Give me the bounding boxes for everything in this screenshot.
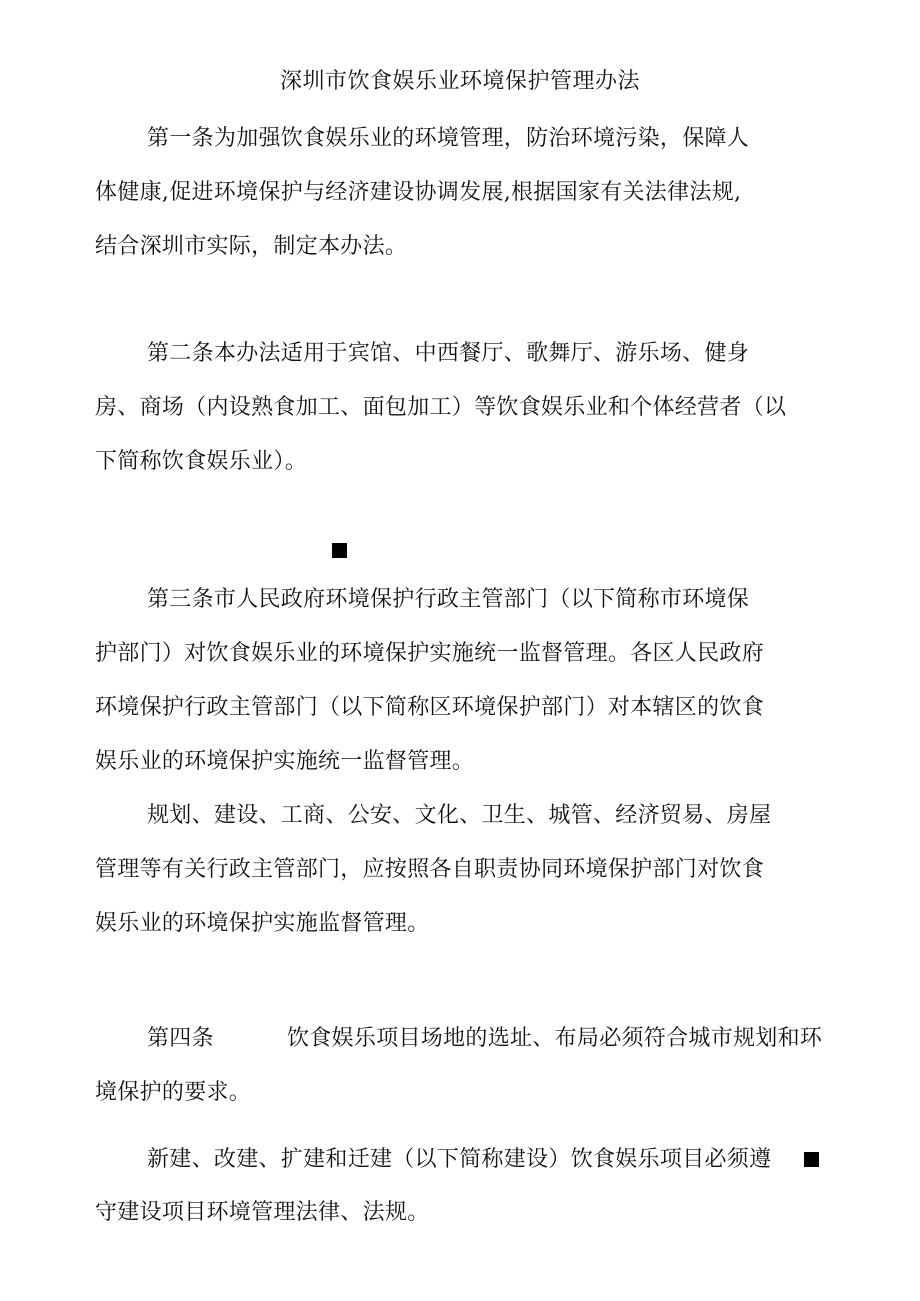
article-2-line-1: 第二条本办法适用于宾馆、中西餐厅、歌舞厅、游乐场、健身 (147, 341, 750, 366)
article-1-line-1: 第一条为加强饮食娱乐业的环境管理，防治环境污染，保障人 (147, 126, 750, 151)
article-3-para-2-line-3: 娱乐业的环境保护实施监督管理。 (95, 911, 430, 936)
article-2-line-2: 房、商场（内设熟食加工、面包加工）等饮食娱乐业和个体经营者（以 (95, 395, 787, 420)
article-4-line-1: 饮食娱乐项目场地的选址、布局必须符合城市规划和环 (287, 1026, 823, 1051)
article-4-para-2-line-2: 守建设项目环境管理法律、法规。 (95, 1200, 430, 1225)
article-3-line-4: 娱乐业的环境保护实施统一监督管理。 (95, 749, 475, 774)
article-4-heading: 第四条 (147, 1026, 214, 1051)
square-marker-icon (332, 543, 347, 558)
article-3-para-2-line-2: 管理等有关行政主管部门，应按照各自职责协同环境保护部门对饮食 (95, 857, 765, 882)
article-3-line-3: 环境保护行政主管部门（以下简称区环境保护部门）对本辖区的饮食 (95, 695, 765, 720)
article-3-para-2-line-1: 规划、建设、工商、公安、文化、卫生、城管、经济贸易、房屋 (147, 803, 772, 828)
article-4-line-2: 境保护的要求。 (95, 1080, 252, 1105)
article-3-line-2: 护部门）对饮食娱乐业的环境保护实施统一监督管理。各区人民政府 (95, 641, 765, 666)
article-4-para-2-line-1: 新建、改建、扩建和迁建（以下简称建设）饮食娱乐项目必须遵 (147, 1147, 772, 1172)
square-marker-icon (804, 1152, 819, 1167)
article-1-line-3: 结合深圳市实际，制定本办法。 (95, 234, 408, 259)
article-3-line-1: 第三条市人民政府环境保护行政主管部门（以下简称市环境保 (147, 587, 750, 612)
article-1-line-2: 体健康,促进环境保护与经济建设协调发展,根据国家有关法律法规, (95, 180, 742, 205)
document-title: 深圳市饮食娱乐业环境保护管理办法 (279, 69, 640, 94)
article-2-line-3: 下简称饮食娱乐业）。 (95, 449, 308, 474)
